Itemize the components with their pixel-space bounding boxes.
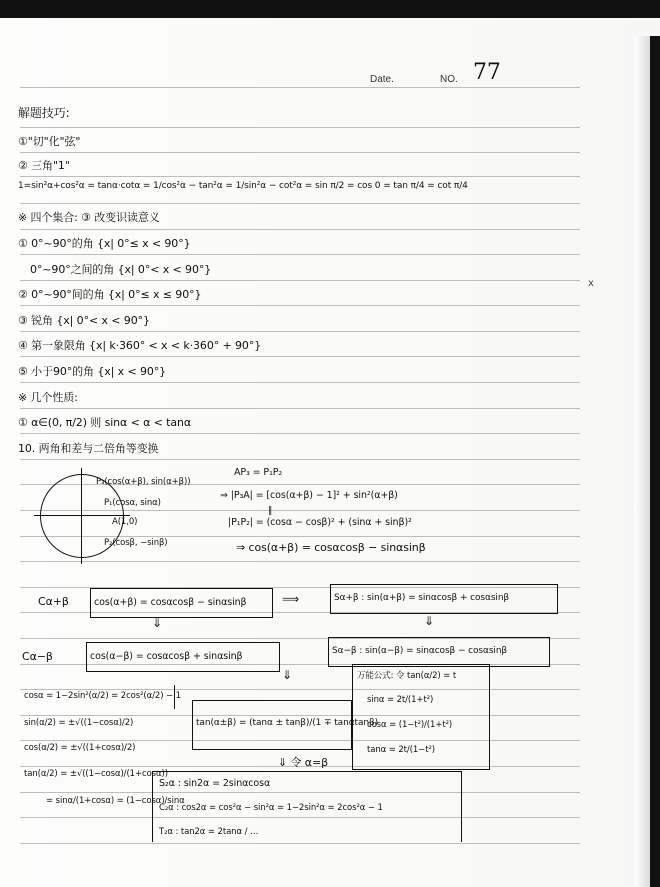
property-1: ① α∈(0, π/2) 则 sinα < α < tanα [18, 416, 192, 429]
derivation-2b: ‖ [268, 506, 273, 516]
margin-mark: ⅹ [588, 278, 594, 289]
tan-formula: tan(α±β) = (tanα ± tanβ)/(1 ∓ tanαtanβ) [196, 718, 379, 728]
line-2: ② 三角"1" [18, 159, 70, 172]
universal-cos: cosα = (1−t²)/(1+t²) [367, 720, 453, 730]
page-title: 解题技巧: [18, 106, 70, 120]
cminus-box [86, 642, 280, 672]
set-1b: 0°~90°之间的角 {x| 0°< x < 90°} [30, 263, 212, 276]
splus-formula: Sα+β : sin(α+β) = sinαcosβ + cosαsinβ [334, 593, 510, 603]
cplus-formula: cos(α+β) = cosαcosβ − sinαsinβ [94, 597, 247, 608]
page-number: 77 [473, 60, 501, 85]
cminus-label: Cα−β [22, 650, 53, 663]
date-label: Date. [370, 74, 394, 85]
half-tan: tan(α/2) = ±√((1−cosα)/(1+cosα)) [24, 769, 168, 779]
set-1a: ① 0°~90°的角 {x| 0°≤ x < 90°} [18, 237, 191, 250]
splus-box [330, 584, 558, 614]
set-5: ⑤ 小于90°的角 {x| x < 90°} [18, 365, 167, 378]
cos-double: cosα = 1−2sin²(α/2) = 2cos²(α/2) − 1 [24, 691, 181, 701]
s2a-formula: S₂α : sin2α = 2sinαcosα [159, 778, 271, 789]
identity-1: 1=sin²α+cos²α = tanα·cotα = 1/cos²α − tan²α = 1/sin²α − cot²α = sin π/2 = cos 0 = tan π/4 = cot π/4 [18, 181, 468, 191]
c2a-formula: C₂α : cos2α = cos²α − sin²α = 1−2sin²α = 2cos²α − 1 [159, 803, 383, 813]
half-tan-alt: = sinα/(1+cosα) = (1−cosα)/sinα [46, 796, 185, 806]
derivation-3: |P₁P₂| = (cosα − cosβ)² + (sinα + sinβ)² [228, 517, 412, 528]
line-1: ①"切"化"弦" [18, 135, 81, 148]
point-p1-label: P₁(cosα, sinα) [104, 498, 161, 508]
universal-box [352, 664, 490, 770]
arrow-right: ⟹ [282, 592, 300, 606]
derivation-4: ⇒ cos(α+β) = cosαcosβ − sinαsinβ [236, 541, 426, 554]
line-5: ※ 几个性质: [18, 391, 78, 404]
point-a-label: A(1,0) [112, 517, 138, 527]
sminus-formula: Sα−β : sin(α−β) = sinαcosβ − cosαsinβ [332, 646, 508, 656]
point-p3-label: P₃(cos(α+β), sin(α+β)) [96, 477, 191, 487]
scan-right-shadow [634, 36, 650, 887]
universal-sin: sinα = 2t/(1+t²) [367, 695, 434, 705]
t2a-formula: T₂α : tan2α = 2tanα / … [159, 827, 259, 837]
set-3: ③ 锐角 {x| 0°< x < 90°} [18, 314, 150, 327]
section-10: 10. 两角和差与二倍角等变换 [18, 442, 159, 455]
set-2: ② 0°~90°间的角 {x| 0°≤ x ≤ 90°} [18, 288, 202, 301]
half-cos: cos(α/2) = ±√((1+cosα)/2) [24, 743, 136, 753]
derivation-2: ⇒ |P₃A| = [cos(α+β) − 1]² + sin²(α+β) [220, 490, 398, 501]
double-angle-box [152, 771, 462, 842]
scan-right-edge [650, 36, 660, 887]
arrow-down-2: ⇓ [424, 614, 434, 628]
arrow-down-1: ⇓ [152, 616, 162, 630]
derivation-1: AP₃ = P₁P₂ [234, 467, 283, 478]
tan-box [192, 700, 379, 750]
sminus-box [328, 637, 550, 667]
universal-tan: tanα = 2t/(1−t²) [367, 745, 435, 755]
universal-title: 万能公式: 令 tan(α/2) = t [357, 671, 457, 681]
cplus-label: Cα+β [38, 595, 69, 608]
cminus-formula: cos(α−β) = cosαcosβ + sinαsinβ [90, 651, 243, 662]
line-4: ※ 四个集合: ③ 改变识读意义 [18, 211, 160, 224]
half-sin: sin(α/2) = ±√((1−cosα)/2) [24, 718, 134, 728]
cplus-box [90, 588, 273, 618]
no-label: NO. [440, 74, 458, 85]
let-alpha-beta: ⇓ 令 α=β [278, 756, 328, 769]
point-p2-label: P₂(cosβ, −sinβ) [104, 538, 168, 548]
set-4: ④ 第一象限角 {x| k·360° < x < k·360° + 90°} [18, 339, 262, 352]
scan-top-edge [0, 0, 660, 18]
arrow-down-3: ⇓ [282, 668, 292, 682]
